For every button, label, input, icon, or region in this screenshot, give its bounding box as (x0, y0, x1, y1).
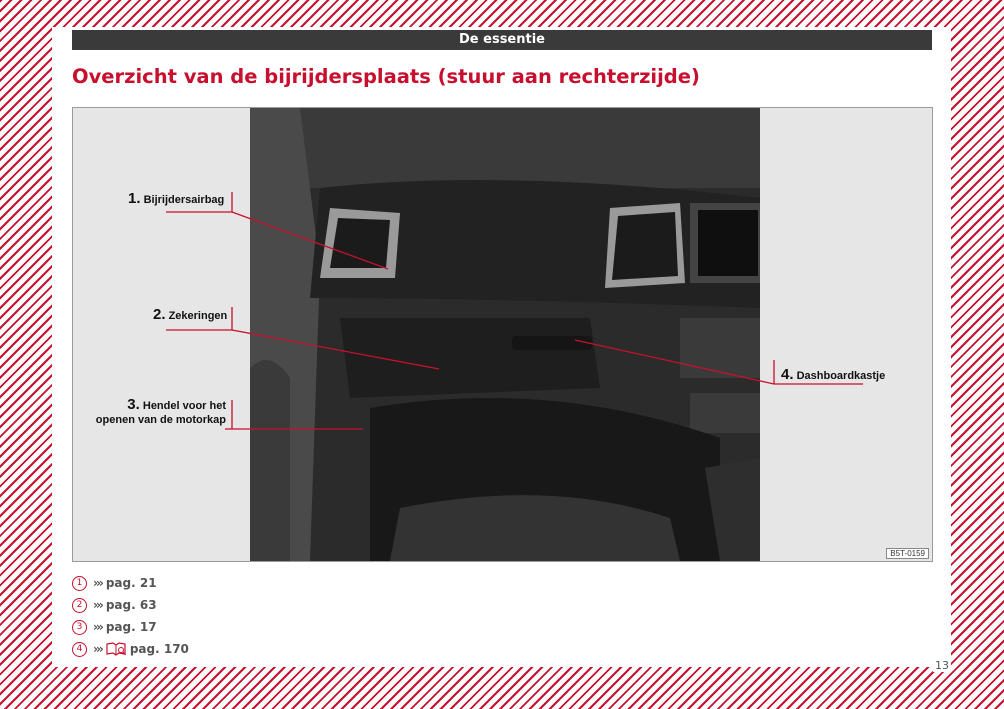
callout-2-number: 2. (153, 306, 166, 323)
callout-3-label-line1: Hendel voor het (142, 400, 226, 412)
callout-3-label-line2: openen van de motorkap (95, 414, 226, 426)
reference-item (72, 616, 189, 638)
page-number: 13 (935, 659, 949, 672)
reference-item (72, 594, 189, 616)
reference-number: 1 (72, 576, 87, 591)
reference-link[interactable]: pag. 17 (105, 620, 157, 634)
page-title: Overzicht van de bijrijdersplaats (stuur aan rechterzijde) (72, 65, 700, 88)
reference-number: 3 (72, 620, 87, 635)
chevron-icon: ››› (93, 642, 102, 656)
callout-2-label: Zekeringen (168, 310, 228, 322)
reference-link[interactable]: pag. 170 (129, 642, 189, 656)
reference-link[interactable]: pag. 63 (105, 598, 157, 612)
chevron-icon: ››› (93, 620, 102, 634)
reference-number: 2 (72, 598, 87, 613)
figure-code: B5T-0159 (886, 548, 929, 559)
reference-item (72, 572, 189, 594)
callout-1-label: Bijrijdersairbag (143, 194, 225, 206)
callout-4 (781, 368, 885, 383)
callout-4-label: Dashboardkastje (796, 370, 886, 382)
chevron-icon: ››› (93, 598, 102, 612)
callout-3-number: 3. (127, 396, 140, 413)
reference-link[interactable]: pag. 21 (105, 576, 157, 590)
callout-1 (128, 192, 224, 207)
chevron-icon: ››› (93, 576, 102, 590)
book-icon (106, 642, 126, 656)
reference-item (72, 638, 189, 660)
callout-leaders (73, 108, 932, 561)
reference-list (72, 572, 189, 660)
section-header: De essentie (72, 30, 932, 50)
dashboard-figure (72, 107, 933, 562)
callout-3 (93, 398, 226, 427)
callout-4-number: 4. (781, 366, 794, 383)
callout-1-number: 1. (128, 190, 141, 207)
reference-number: 4 (72, 642, 87, 657)
callout-2 (153, 308, 227, 323)
manual-page (52, 27, 951, 672)
